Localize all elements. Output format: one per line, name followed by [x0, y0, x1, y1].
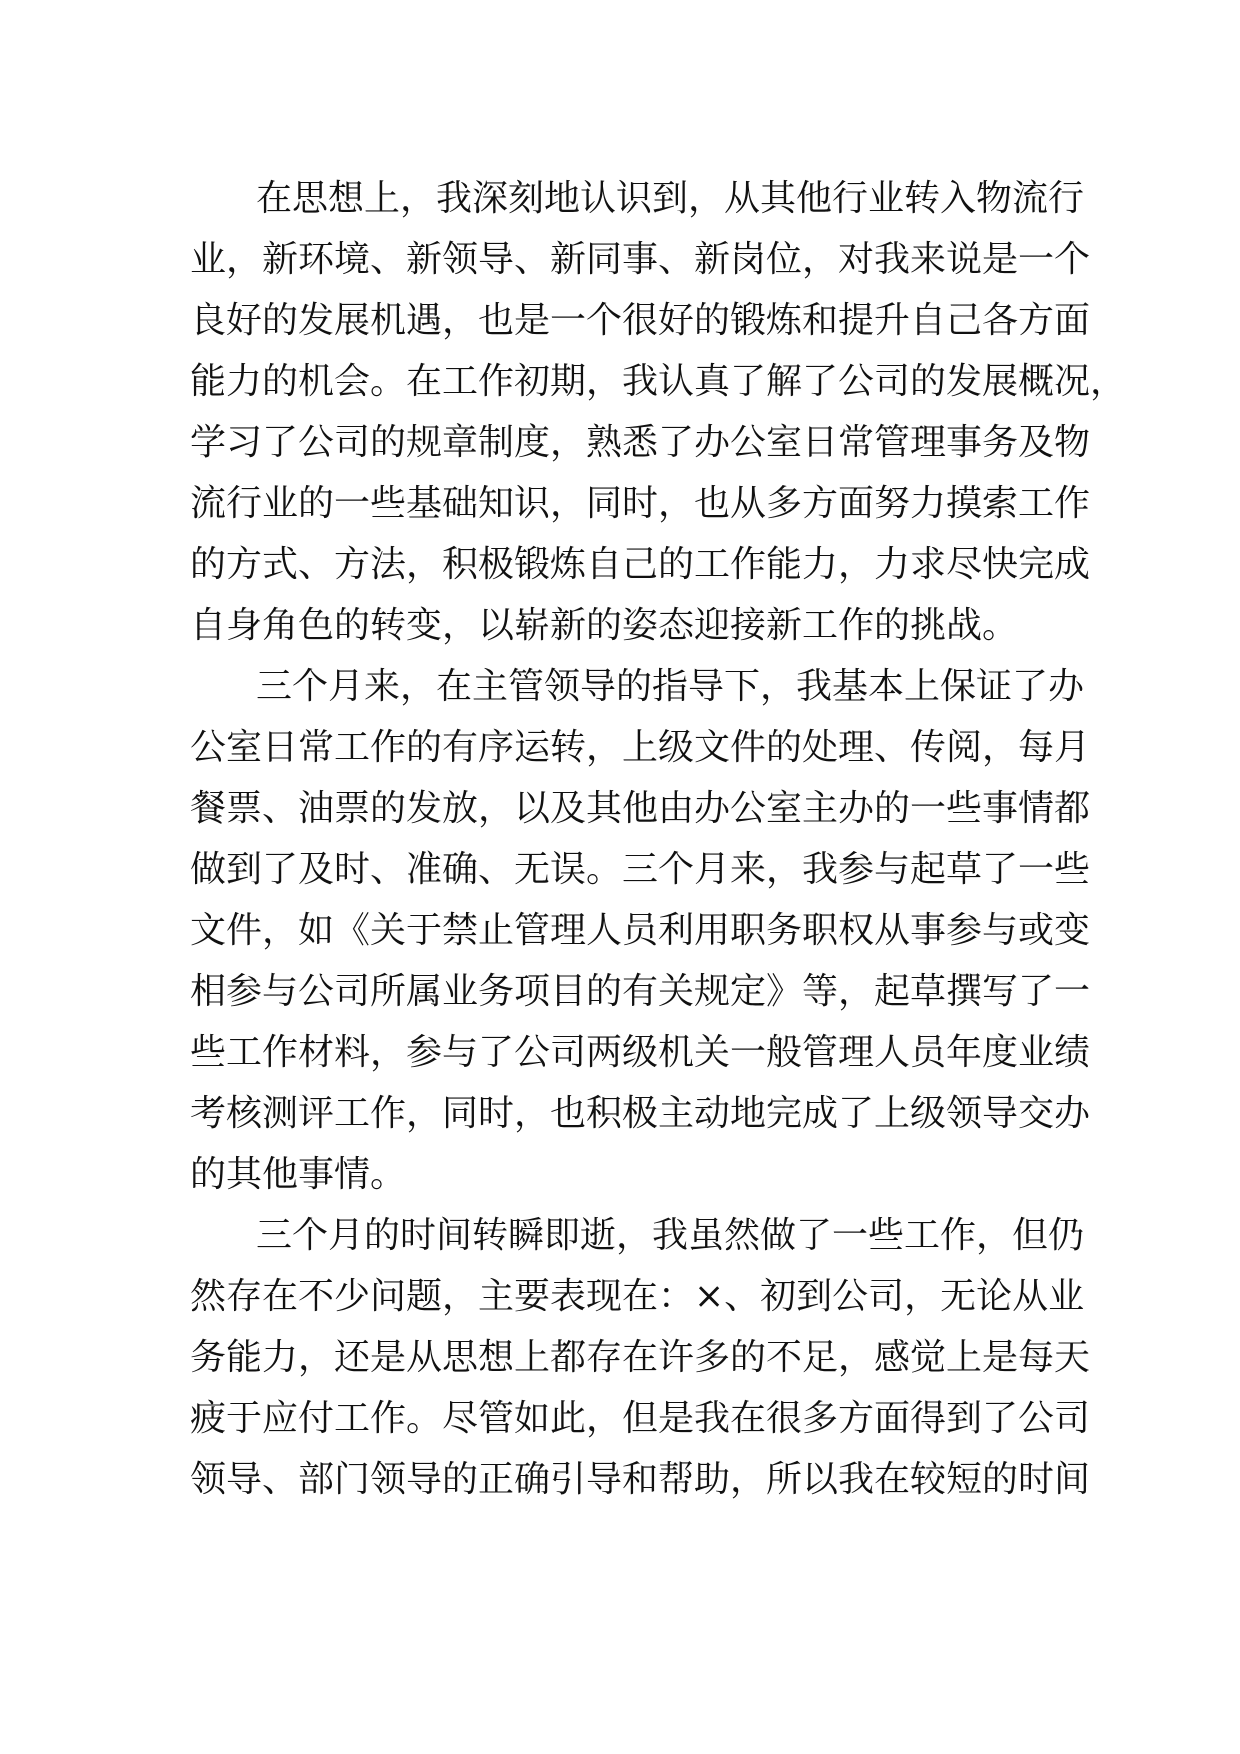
paragraph-line: 的方式、方法，积极锻炼自己的工作能力，力求尽快完成 — [190, 544, 1091, 585]
document-body — [190, 168, 1127, 1510]
paragraph-line: 餐票、油票的发放，以及其他由办公室主办的一些事情都 — [190, 788, 1091, 829]
paragraph-line: 相参与公司所属业务项目的有关规定》等，起草撰写了一 — [190, 971, 1091, 1012]
paragraph-line: 在思想上，我深刻地认识到，从其他行业转入物流行 — [256, 178, 1085, 219]
paragraph-line: 文件，如《关于禁止管理人员利用职务职权从事参与或变 — [190, 910, 1091, 951]
paragraph-line: 能力的机会。在工作初期，我认真了解了公司的发展概况， — [190, 361, 1127, 402]
paragraph-line: 领导、部门领导的正确引导和帮助，所以我在较短的时间 — [190, 1459, 1091, 1500]
paragraph-line: 学习了公司的规章制度，熟悉了办公室日常管理事务及物 — [190, 422, 1091, 463]
paragraph-line: 业，新环境、新领导、新同事、新岗位，对我来说是一个 — [190, 239, 1091, 280]
paragraph-line: 疲于应付工作。尽管如此，但是我在很多方面得到了公司 — [190, 1398, 1091, 1439]
paragraph-line: 自身角色的转变，以崭新的姿态迎接新工作的挑战。 — [190, 605, 1019, 646]
paragraph-line: 三个月来，在主管领导的指导下，我基本上保证了办 — [256, 666, 1085, 707]
paragraph-line: 然存在不少问题，主要表现在：×、初到公司，无论从业 — [190, 1276, 1085, 1317]
paragraph-line: 些工作材料，参与了公司两级机关一般管理人员年度业绩 — [190, 1032, 1091, 1073]
paragraph-1 — [190, 168, 1127, 656]
paragraph-line: 良好的发展机遇，也是一个很好的锻炼和提升自己各方面 — [190, 300, 1091, 341]
paragraph-line: 务能力，还是从思想上都存在许多的不足，感觉上是每天 — [190, 1337, 1091, 1378]
paragraph-line: 公室日常工作的有序运转，上级文件的处理、传阅，每月 — [190, 727, 1091, 768]
paragraph-line: 三个月的时间转瞬即逝，我虽然做了一些工作，但仍 — [256, 1215, 1085, 1256]
paragraph-line: 流行业的一些基础知识，同时，也从多方面努力摸索工作 — [190, 483, 1091, 524]
paragraph-2 — [190, 656, 1091, 1205]
paragraph-line: 的其他事情。 — [190, 1154, 407, 1195]
paragraph-line: 做到了及时、准确、无误。三个月来，我参与起草了一些 — [190, 849, 1091, 890]
paragraph-line: 考核测评工作，同时，也积极主动地完成了上级领导交办 — [190, 1093, 1091, 1134]
paragraph-3 — [190, 1205, 1091, 1510]
